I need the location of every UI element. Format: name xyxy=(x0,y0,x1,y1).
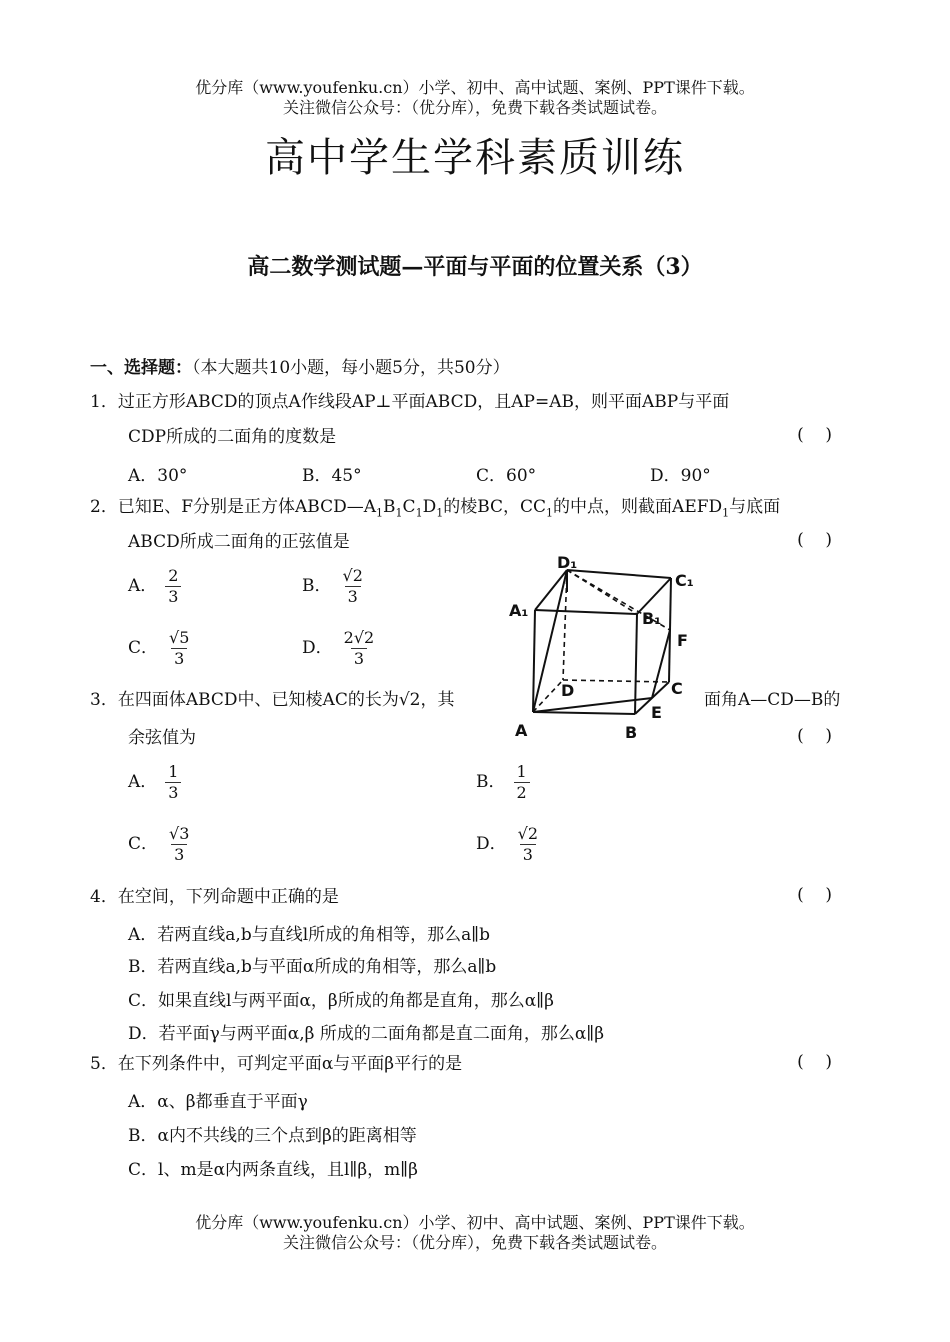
q4-answer-paren: ( ) xyxy=(797,885,832,905)
q3-answer-paren: ( ) xyxy=(797,726,832,746)
q2-text-a4: D xyxy=(422,497,437,517)
q2-sub-cc1: 1 xyxy=(546,506,554,520)
q2-sub-a1: 1 xyxy=(376,506,384,520)
q4-line xyxy=(90,885,339,909)
label-d1: D₁ xyxy=(557,553,578,572)
q2-option-a-label: A． xyxy=(128,576,158,596)
header-line-2: 关注微信公众号：（优分库），免费下载各类试题试卷。 xyxy=(282,98,667,117)
q2-option-c xyxy=(128,628,192,669)
q3-option-a-fraction xyxy=(165,762,181,803)
q3-option-c xyxy=(128,824,192,865)
numerator: 1 xyxy=(168,762,179,781)
q4-number: 4． xyxy=(90,887,118,907)
denominator: 3 xyxy=(345,586,361,607)
numerator: 2√2 xyxy=(343,628,375,647)
q3-option-d-label: D． xyxy=(476,834,507,854)
page-subtitle: 高二数学测试题—平面与平面的位置关系（3） xyxy=(247,254,703,280)
q2-option-a-fraction xyxy=(165,566,181,607)
numerator: √2 xyxy=(342,566,363,585)
q1-text-b: CDP所成的二面角的度数是 xyxy=(128,427,337,447)
q3-option-b-fraction xyxy=(514,762,530,803)
denominator: 3 xyxy=(171,648,187,669)
q2-number: 2． xyxy=(90,497,118,517)
q2-option-d-label: D． xyxy=(302,638,333,658)
q2-sub-c1: 1 xyxy=(415,506,423,520)
q1-option-c: C．60° xyxy=(476,466,537,486)
q3-text-a3: 面角A—CD—B的 xyxy=(704,690,841,710)
q2-option-c-fraction xyxy=(166,628,192,669)
q2-option-b-label: B． xyxy=(302,576,332,596)
page-header xyxy=(0,78,950,118)
cube-diagram xyxy=(505,552,705,742)
edge-a-b xyxy=(533,712,635,714)
q3-text-a1: 在四面体ABCD中、已知棱AC的长为 xyxy=(117,690,399,710)
q2-option-a xyxy=(128,566,181,607)
q1-option-b: B．45° xyxy=(302,466,362,486)
numerator: √3 xyxy=(169,824,190,843)
q3-line-a xyxy=(90,688,455,712)
q3-option-c-label: C． xyxy=(128,834,159,854)
edge-b1-a1 xyxy=(535,610,637,614)
q2-line-b xyxy=(128,530,350,554)
q1-line-a xyxy=(90,390,729,414)
denominator: 3 xyxy=(165,782,181,803)
label-a1: A₁ xyxy=(509,601,529,620)
numerator: 2 xyxy=(168,566,179,585)
numerator: 1 xyxy=(516,762,527,781)
q5-text: 在下列条件中，可判定平面α与平面β平行的是 xyxy=(117,1054,463,1074)
q3-text-b: 余弦值为 xyxy=(128,728,196,748)
q2-sub-d1: 1 xyxy=(436,506,444,520)
edge-e-f xyxy=(652,630,670,698)
label-c: C xyxy=(671,679,683,698)
q3-sqrt2: √2 xyxy=(398,690,421,710)
q5-line xyxy=(90,1052,462,1076)
section-label: 一、选择题： xyxy=(90,358,192,378)
q2-option-c-label: C． xyxy=(128,638,159,658)
q1-answer-paren: ( ) xyxy=(797,425,832,445)
q1-line-b xyxy=(128,425,336,449)
q4-option-c: C．如果直线l与两平面α，β所成的角都是直角，那么α∥β xyxy=(128,991,554,1011)
q3-line-b xyxy=(128,726,196,750)
q2-text-b: ABCD所成二面角的正弦值是 xyxy=(128,532,350,552)
label-b1: B₁ xyxy=(642,609,662,628)
footer-line-1: 优分库（www.youfenku.cn）小学、初中、高中试题、案例、PPT课件下载。 xyxy=(195,1213,755,1232)
q2-option-d-fraction xyxy=(341,628,378,669)
q2-text-a5: 的棱BC，CC xyxy=(443,497,547,517)
q3-option-c-fraction xyxy=(166,824,192,865)
q2-text-a7: 与底面 xyxy=(729,497,781,517)
q4-option-d: D．若平面γ与两平面α,β 所成的二面角都是直二面角，那么α∥β xyxy=(128,1024,605,1044)
denominator: 3 xyxy=(520,844,536,865)
q3-option-d xyxy=(476,824,541,865)
q4-option-a: A．若两直线a,b与直线l所成的角相等，那么a∥b xyxy=(128,925,491,945)
q1-option-a: A．30° xyxy=(128,466,188,486)
q1-number: 1． xyxy=(90,392,118,412)
q2-sub-fd1: 1 xyxy=(722,506,730,520)
q3-option-d-fraction xyxy=(515,824,541,865)
label-f: F xyxy=(677,631,688,650)
q3-option-b xyxy=(476,762,530,803)
denominator: 3 xyxy=(351,648,367,669)
q5-number: 5． xyxy=(90,1054,118,1074)
numerator: √2 xyxy=(517,824,539,843)
denominator: 3 xyxy=(165,586,181,607)
q5-option-b: B．α内不共线的三个点到β的距离相等 xyxy=(128,1126,417,1146)
footer-line-2: 关注微信公众号：（优分库），免费下载各类试题试卷。 xyxy=(282,1233,667,1252)
label-d: D xyxy=(561,681,575,700)
q3-option-a xyxy=(128,762,181,803)
q5-answer-paren: ( ) xyxy=(797,1052,832,1072)
page-footer xyxy=(0,1213,950,1253)
q4-option-b: B．若两直线a,b与平面α所成的角相等，那么a∥b xyxy=(128,957,497,977)
q2-text-a1: 已知E、F分别是正方体ABCD—A xyxy=(117,497,377,517)
label-c1: C₁ xyxy=(675,571,694,590)
q3-text-a2: ，其 xyxy=(420,690,455,710)
q2-line-a xyxy=(90,495,780,525)
header-line-1: 优分库（www.youfenku.cn）小学、初中、高中试题、案例、PPT课件下载。 xyxy=(195,78,755,97)
q4-text: 在空间，下列命题中正确的是 xyxy=(117,887,339,907)
denominator: 3 xyxy=(171,844,187,865)
hidden-edge-d-c xyxy=(563,680,669,682)
denominator: 2 xyxy=(514,782,530,803)
label-a: A xyxy=(515,721,528,740)
q2-answer-paren: ( ) xyxy=(797,530,832,550)
q2-option-d xyxy=(302,628,377,669)
q1-text-a: 过正方形ABCD的顶点A作线段AP⊥平面ABCD，且AP=AB，则平面ABP与平面 xyxy=(117,392,730,412)
section-heading xyxy=(90,356,510,380)
q1-option-d: D．90° xyxy=(650,466,711,486)
label-b: B xyxy=(625,723,638,742)
q3-option-b-label: B． xyxy=(476,772,506,792)
q3-line-a-tail xyxy=(704,688,840,712)
numerator: √5 xyxy=(169,628,190,647)
page-title: 高中学生学科素质训练 xyxy=(265,135,685,181)
label-e: E xyxy=(651,703,662,722)
edge-d1-c1 xyxy=(567,570,671,578)
q2-option-b-fraction xyxy=(340,566,366,607)
section-note: （本大题共10小题，每小题5分，共50分） xyxy=(192,358,510,378)
q5-option-c: C．l、m是α内两条直线，且l∥β，m∥β xyxy=(128,1160,418,1180)
q2-text-a3: C xyxy=(402,497,416,517)
q2-text-a2: B xyxy=(383,497,396,517)
q2-text-a6: 的中点，则截面AEFD xyxy=(553,497,723,517)
q2-option-b xyxy=(302,566,366,607)
edge-a1-a xyxy=(533,610,535,712)
q2-sub-b1: 1 xyxy=(395,506,403,520)
q5-option-a: A．α、β都垂直于平面γ xyxy=(128,1092,308,1112)
q3-number: 3． xyxy=(90,690,118,710)
q3-option-a-label: A． xyxy=(128,772,158,792)
